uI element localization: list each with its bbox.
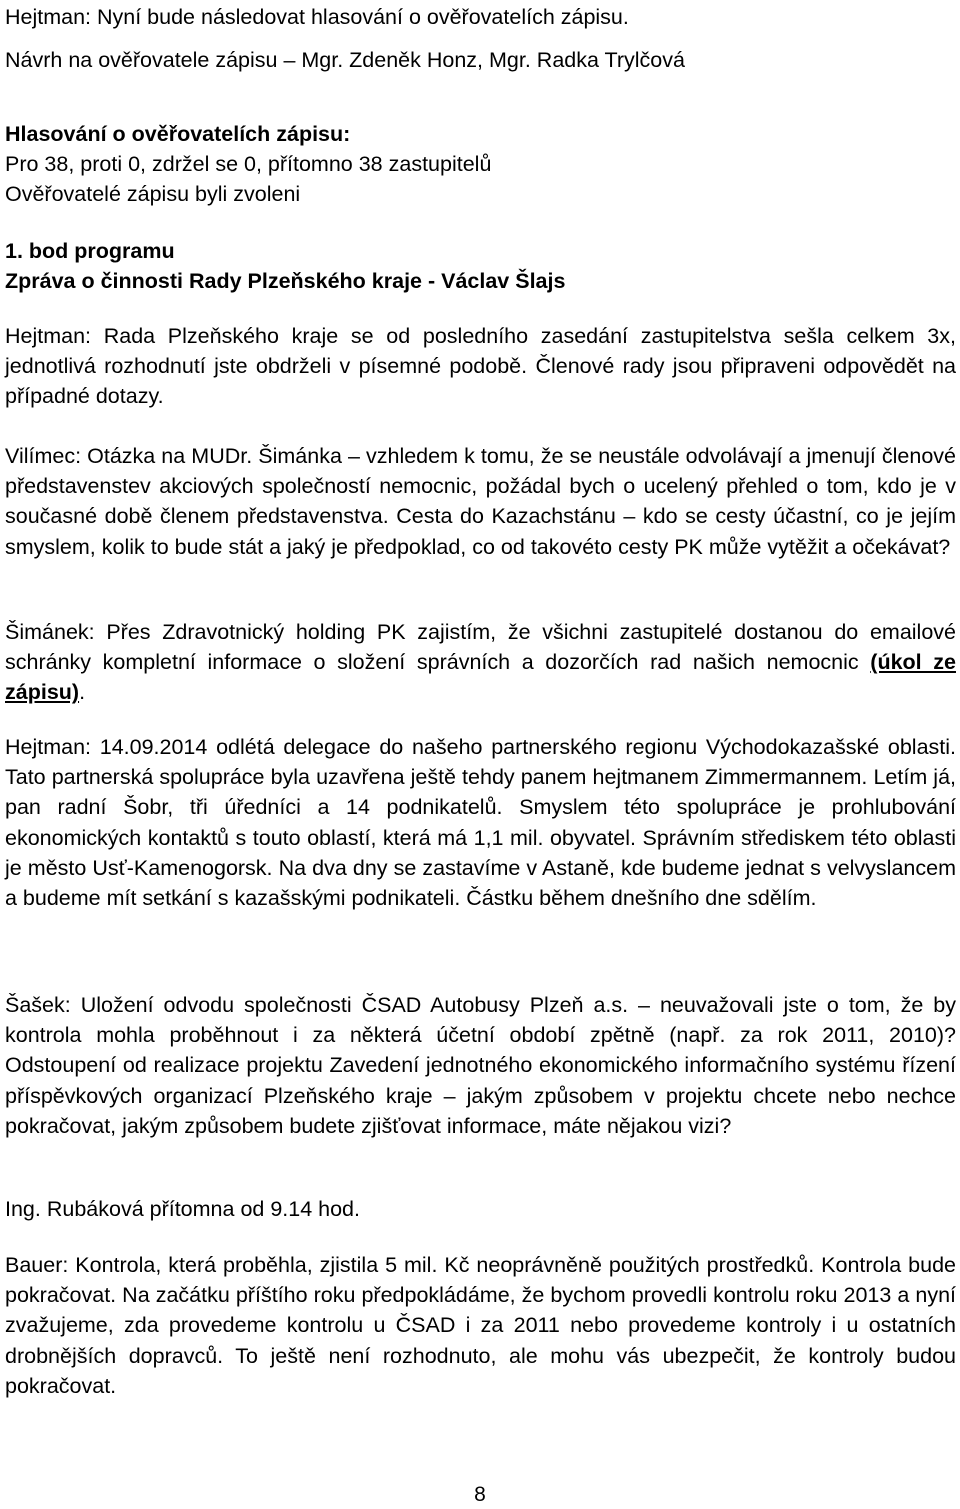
vote-block bbox=[5, 119, 956, 210]
page-number: 8 bbox=[474, 1483, 486, 1506]
vilimec-question-paragraph: Vilímec: Otázka na MUDr. Šimánka – vzhledem k tomu, že se neustále odvolávají a jmenují členové představenstev akciových společností nemocnic, požádal bych o ucelený přehled o tom, kdo je v současné době členem představenstva. Cesta do Kazachstánu – kdo se cesty účastní, co je jejím smyslem, kolik to bude stát a jaký je předpoklad, co od takovéto cesty PK může vytěžit a očekávat? bbox=[5, 444, 956, 559]
announcement-paragraph: Hejtman: Nyní bude následovat hlasování o ověřovatelích zápisu. bbox=[5, 5, 629, 29]
agenda-item-heading bbox=[5, 236, 956, 296]
simanek-answer-text: Šimánek: Přes Zdravotnický holding PK zajistím, že všichni zastupitelé dostanou do emailové schránky kompletní informace o složení správních a dozorčích rad našich nemocnic bbox=[5, 620, 956, 675]
vote-result: Pro 38, proti 0, zdržel se 0, přítomno 38 zastupitelů bbox=[5, 152, 492, 177]
vote-heading: Hlasování o ověřovatelích zápisu: bbox=[5, 122, 351, 146]
governor-delegation-paragraph: Hejtman: 14.09.2014 odlétá delegace do našeho partnerského regionu Východokazašské oblasti. Tato partnerská spolupráce byla uzavřena ještě tehdy panem hejtmanem Zimmermannem. Letím já, pan radní Šobr, tři úředníci a 14 podnikatelů. Smyslem této spolupráce je prohlubování ekonomických kontaktů s touto oblastí, která má 1,1 mil. obyvatel. Správním střediskem této oblasti je město Usť-Kamenogorsk. Na dva dny se zastavíme v Astaně, kde budeme jednat s velvyslancem a budeme mít setkání s kazašskými podnikateli. Částku během dnešního dne sdělím. bbox=[5, 735, 956, 911]
verifiers-proposal: Návrh na ověřovatele zápisu – Mgr. Zdeněk Honz, Mgr. Radka Trylčová bbox=[5, 48, 685, 72]
governor-report-paragraph: Hejtman: Rada Plzeňského kraje se od posledního zasedání zastupitelstva sešla celkem 3x, jednotlivá rozhodnutí jste obdrželi v písemné podobě. Členové rady jsou připraveni odpovědět na případné dotazy. bbox=[5, 324, 956, 409]
simanek-answer-paragraph bbox=[5, 617, 956, 708]
agenda-title: Zpráva o činnosti Rady Plzeňského kraje - Václav Šlajs bbox=[5, 269, 566, 294]
vote-outcome: Ověřovatelé zápisu byli zvoleni bbox=[5, 182, 301, 207]
task-marker: (úkol ze zápisu) bbox=[5, 650, 956, 705]
bauer-answer-paragraph: Bauer: Kontrola, která proběhla, zjistila 5 mil. Kč neoprávněně použitých prostředků. Kontrola bude pokračovat. Na začátku příštího roku předpokládáme, že bychom provedli kontrolu roku 2013 a nyní zvažujeme, zda provedeme kontrolu u ČSAD i za 2011 nebo provedeme kontroly i u ostatních drobnějších dopravců. To ještě není rozhodnuto, ale mohu vás ubezpečit, že kontroly budou pokračovat. bbox=[5, 1253, 956, 1398]
agenda-number: 1. bod programu bbox=[5, 239, 175, 263]
sasek-question-paragraph: Šašek: Uložení odvodu společnosti ČSAD Autobusy Plzeň a.s. – neuvažovali jste o tom, že by kontrola mohla proběhnout i za některá účetní období zpětně (např. za rok 2011, 2010)? Odstoupení od realizace projektu Zavedení jednotného ekonomického informačního systému řízení příspěvkových organizací Plzeňského kraje – jakým způsobem v projektu chcete nebo nechce pokračovat, jakým způsobem budete zjišťovat informace, máte nějakou vizi? bbox=[5, 993, 956, 1138]
simanek-answer-end: . bbox=[79, 680, 86, 705]
attendance-note: Ing. Rubáková přítomna od 9.14 hod. bbox=[5, 1197, 360, 1221]
